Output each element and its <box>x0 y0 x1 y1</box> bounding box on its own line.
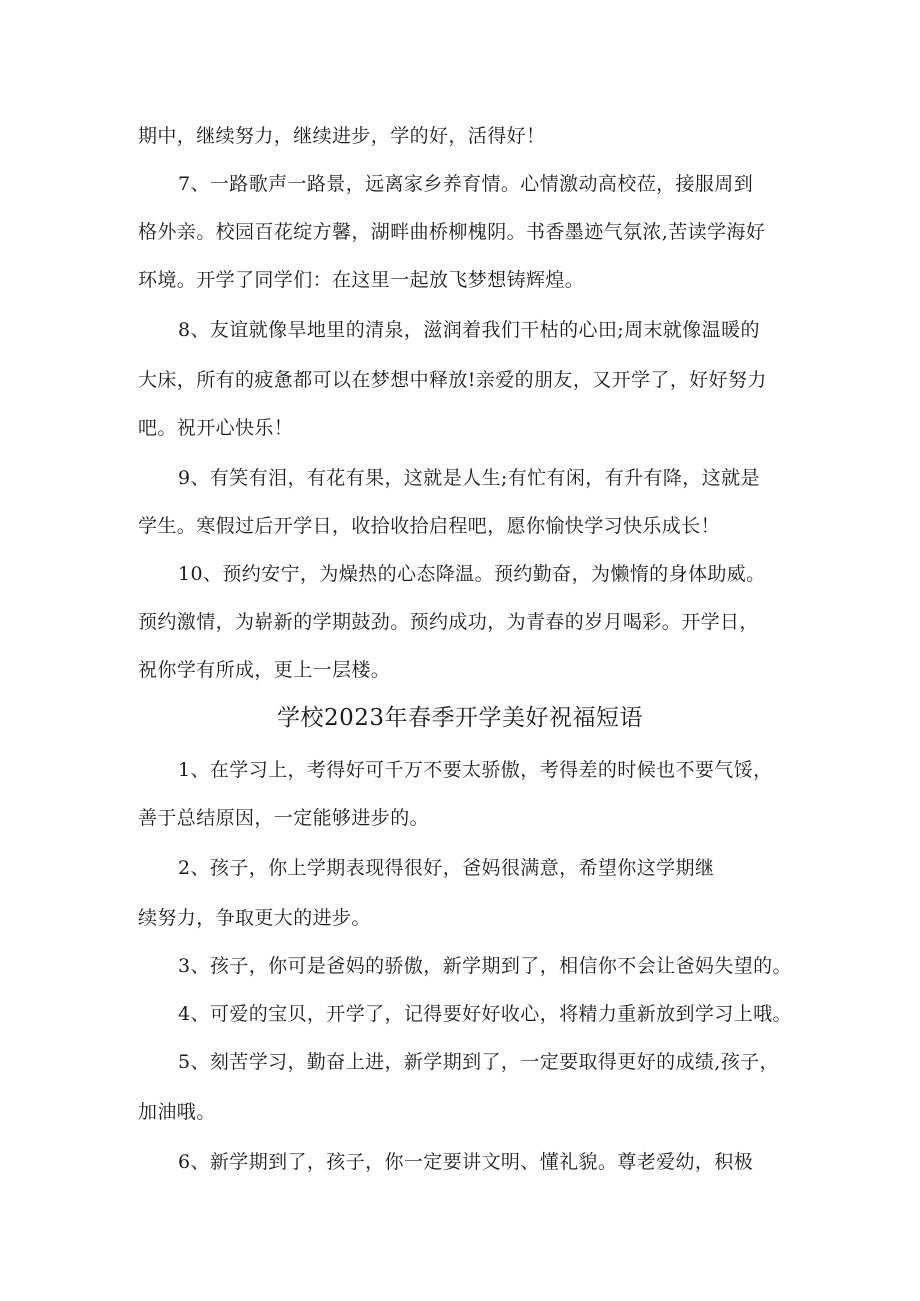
paragraph-line: 10、预约安宁，为燥热的心态降温。预约勤奋，为懒惰的身体助威。 <box>178 563 766 585</box>
section-heading: 学校2023年春季开学美好祝福短语 <box>276 705 644 731</box>
paragraph-line: 善于总结原因，一定能够进步的。 <box>138 807 430 829</box>
paragraph-line: 5、刻苦学习，勤奋上进，新学期到了，一定要取得更好的成绩,孩子， <box>178 1051 779 1073</box>
paragraph-line: 7、一路歌声一路景，远离家乡养育情。心情激动高校莅，接服周到 <box>178 173 754 195</box>
paragraph-line: 9、有笑有泪，有花有果，这就是人生;有忙有闲，有升有降，这就是 <box>178 467 760 489</box>
paragraph-line: 6、新学期到了，孩子，你一定要讲文明、懂礼貌。尊老爱幼，积极 <box>178 1151 754 1173</box>
paragraph-line: 1、在学习上，考得好可千万不要太骄傲，考得差的时候也不要气馁， <box>178 759 773 781</box>
paragraph-line: 期中，继续努力，继续进步，学的好，活得好！ <box>138 125 546 147</box>
paragraph-line: 大床，所有的疲惫都可以在梦想中释放!亲爱的朋友，又开学了，好好努力 <box>138 369 767 391</box>
paragraph-line: 预约激情，为崭新的学期鼓劲。预约成功，为青春的岁月喝彩。开学日， <box>138 611 759 633</box>
paragraph-line: 学生。寒假过后开学日，收拾收拾启程吧，愿你愉快学习快乐成长！ <box>138 515 721 537</box>
paragraph-line: 2、孩子，你上学期表现得很好，爸妈很满意，希望你这学期继 <box>178 857 715 879</box>
paragraph-line: 3、孩子，你可是爸妈的骄傲，新学期到了，相信你不会让爸妈失望的。 <box>178 955 792 977</box>
paragraph-line: 8、友谊就像旱地里的清泉，滋润着我们干枯的心田;周末就像温暖的 <box>178 319 760 341</box>
paragraph-line: 加油哦。 <box>138 1101 216 1123</box>
paragraph-line: 吧。祝开心快乐！ <box>138 417 294 439</box>
paragraph-line: 4、可爱的宝贝，开学了，记得要好好收心，将精力重新放到学习上哦。 <box>178 1003 792 1025</box>
paragraph-line: 环境。开学了同学们：在这里一起放飞梦想铸辉煌。 <box>138 269 585 291</box>
paragraph-line: 祝你学有所成，更上一层楼。 <box>138 659 391 681</box>
paragraph-line: 格外亲。校园百花绽方馨，湖畔曲桥柳槐阴。书香墨迹气氛浓,苦读学海好 <box>138 221 766 243</box>
paragraph-line: 续努力，争取更大的进步。 <box>138 907 371 929</box>
